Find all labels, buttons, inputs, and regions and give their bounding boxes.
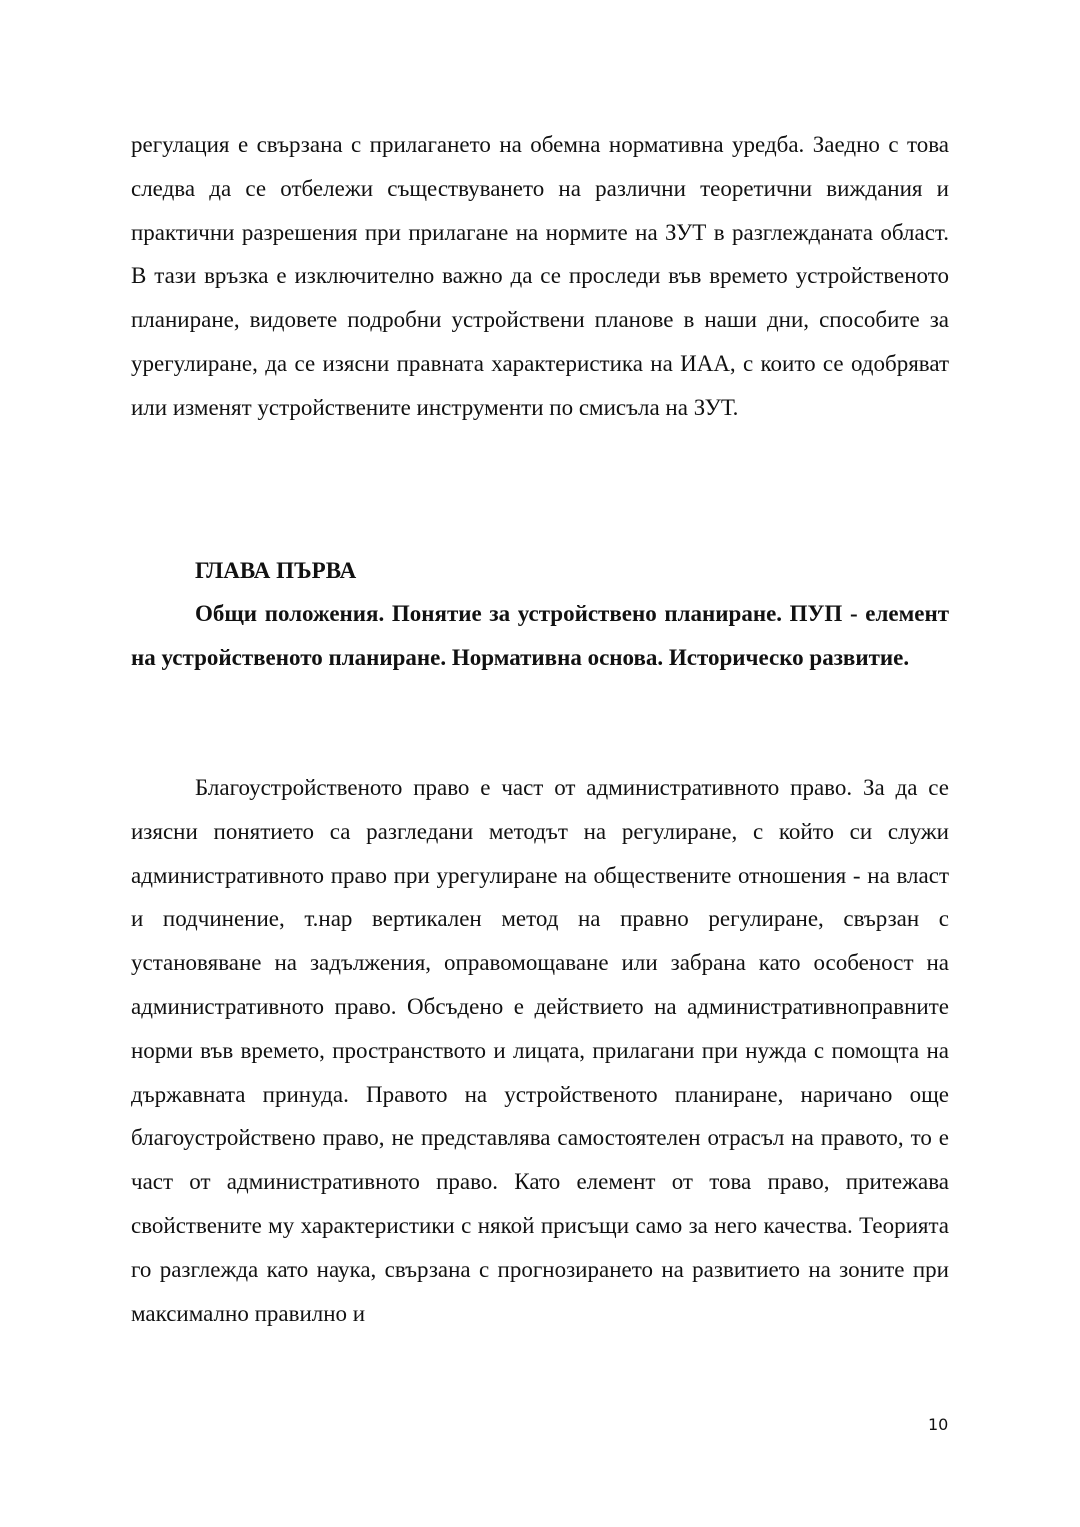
body-paragraph: Благоустройственото право е част от административното право. За да се изясни понятието са разгледани методът на регулиране, с който си служи административното право при урегулиране на обществените отношения - на власт и подчинение, т.нар вертикален метод на правно регулиране, свързан с установяване на задължения, оправомощаване или забрана като особеност на административното право. Обсъдено е действието на административноправните норми във времето, пространството и лицата, прилагани при нужда с помощта на държавната принуда. Правото на устройственото планиране, наричано още благоустройствено право, не представлява самостоятелен отрасъл на правото, то е част от административното право. Като елемент от това право, притежава свойствените му характеристики с някой присъщи само за него качества. Теорията го разглежда като наука, свързана с прогнозирането на развитието на зоните при максимално правилно и [131, 775, 949, 1326]
chapter-label: ГЛАВА ПЪРВА [195, 558, 357, 583]
intro-paragraph: регулация е свързана с прилагането на обемна нормативна уредба. Заедно с това следва да се отбележи съществуването на различни теоретични виждания и практични разрешения при прилагане на нормите на ЗУТ в разглежданата област. В тази връзка е изключително важно да се проследи във времето устройственото планиране, видовете подробни устройствени планове в наши дни, способите за урегулиране, да се изясни правната характеристика на ИАА, с които се одобряват или изменят устройствените инструменти по смисъла на ЗУТ. [131, 132, 949, 420]
page-number: 10 [928, 1415, 949, 1434]
chapter-title: Общи положения. Понятие за устройствено планиране. ПУП - елемент на устройственото планиране. Нормативна основа. Историческо развитие. [131, 601, 949, 670]
